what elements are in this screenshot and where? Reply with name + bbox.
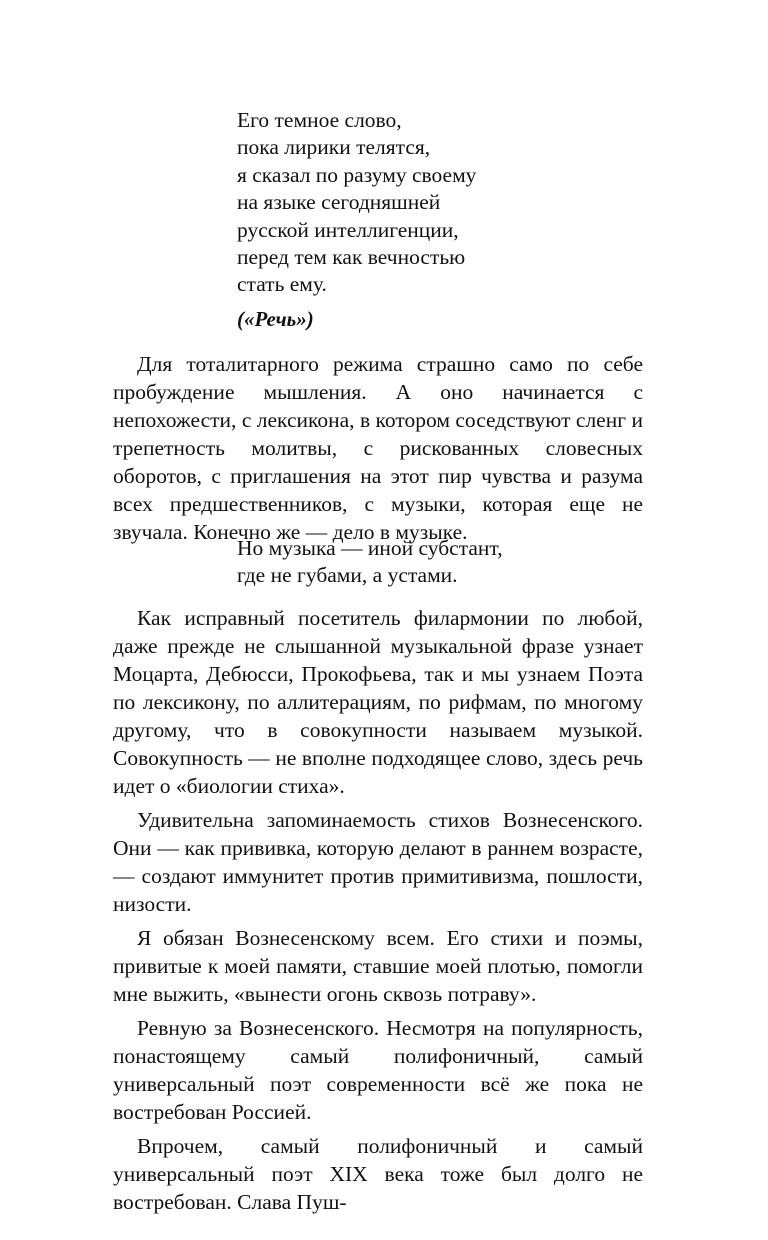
verse-line: стать ему. bbox=[237, 272, 327, 297]
verse-line: пока лирики телятся, bbox=[237, 135, 431, 160]
verse-line: перед тем как вечностью bbox=[237, 245, 466, 270]
verse-line: на языке сегодняшней bbox=[237, 190, 441, 215]
verse-line: Но музыка — иной субстант, bbox=[237, 536, 503, 560]
paragraph: Удивительна запоминаемость стихов Вознесенского. Они — как прививка, которую делают в раннем возрасте, — создают иммунитет против примитивизма, пошлости, низости. bbox=[113, 808, 643, 916]
verse-source: («Речь») bbox=[237, 306, 314, 331]
paragraph: Впрочем, самый полифоничный и самый универсальный поэт XIX века тоже был долго не востребован. Слава Пуш- bbox=[113, 1134, 643, 1214]
paragraph: Как исправный посетитель филармонии по любой, даже прежде не слышанной музыкальной фразе узнает Моцарта, Дебюсси, Прокофьева, так и мы узнаем Поэта по лексикону, по аллитерациям, по рифмам, по многому другому, что в совокупности называем музыкой. Совокупность — не вполне подходящее слово, здесь речь идет о «биологии стиха». bbox=[113, 606, 643, 798]
verse-line: русской интеллигенции, bbox=[237, 217, 459, 242]
prose-block-2 bbox=[113, 604, 643, 1222]
verse-line: я сказал по разуму своему bbox=[237, 162, 477, 187]
paragraph: Ревную за Вознесенского. Несмотря на популярность, понастоящему самый полифоничный, самый универсальный поэт современности всё же пока не востребован Россией. bbox=[113, 1016, 643, 1124]
verse-stanza-music bbox=[237, 535, 657, 590]
paragraph: Для тоталитарного режима страшно само по себе пробуждение мышления. А оно начинается с непохожести, с лексикона, в котором соседствуют сленг и трепетность молитвы, с рискованных словесных оборотов, с приглашения на этот пир чувства и разума всех предшественников, с музыки, которая еще не звучала. Конечно же — дело в музыке. bbox=[113, 352, 643, 544]
paragraph: Я обязан Вознесенскому всем. Его стихи и поэмы, привитые к моей памяти, ставшие моей плотью, помогли мне выжить, «вынести огонь сквозь потраву». bbox=[113, 926, 643, 1006]
verse-stanza-rech bbox=[237, 107, 657, 333]
prose-block-1 bbox=[113, 350, 643, 552]
verse-line: Его темное слово, bbox=[237, 108, 402, 132]
verse-line: где не губами, а устами. bbox=[237, 563, 458, 588]
